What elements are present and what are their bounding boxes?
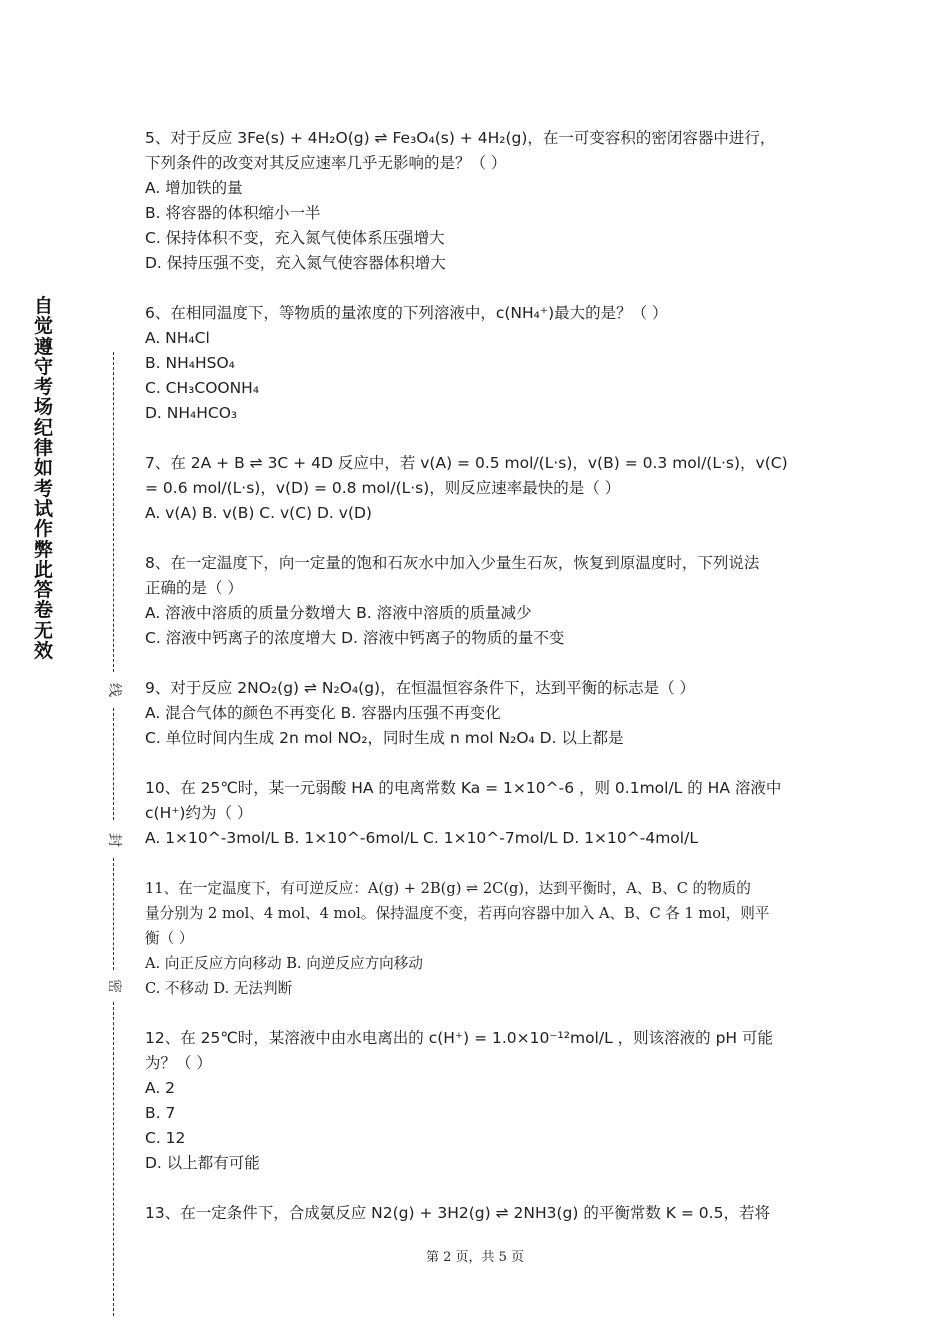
seal-dashed-line-bottom (113, 1002, 114, 1316)
question-8 (145, 551, 810, 651)
question-10 (145, 776, 810, 851)
seal-dashed-line-mid2 (113, 858, 114, 970)
answer-option: B. 将容器的体积缩小一半 (145, 204, 321, 222)
question-stem-line: 下列条件的改变对其反应速率几乎无影响的是？（ ） (145, 154, 507, 172)
question-list (145, 126, 810, 1251)
answer-option: A. 增加铁的量 (145, 179, 243, 197)
seal-dashed-line-top (113, 352, 114, 672)
answer-option: C. 12 (145, 1129, 186, 1147)
answer-option: A. 混合气体的颜色不再变化 B. 容器内压强不再变化 (145, 704, 501, 722)
question-11 (145, 876, 810, 1001)
answer-option: A. 向正反应方向移动 B. 向逆反应方向移动 (145, 955, 423, 972)
question-stem-line: 衡（ ） (145, 930, 194, 947)
question-6 (145, 301, 810, 426)
seal-label-close: 密 (106, 979, 122, 993)
answer-option: A. v(A) B. v(B) C. v(C) D. v(D) (145, 504, 372, 522)
question-stem-line: = 0.6 mol/(L·s)，v(D) = 0.8 mol/(L·s)，则反应速率最快的是（ ） (145, 479, 621, 497)
question-5 (145, 126, 810, 276)
answer-option: D. NH₄HCO₃ (145, 404, 238, 422)
answer-option: A. 2 (145, 1079, 176, 1097)
question-stem-line: 量分别为 2 mol、4 mol、4 mol。保持温度不变，若再向容器中加入 A、B、C 各 1 mol，则平 (145, 905, 770, 922)
answer-option: D. 保持压强不变，充入氮气使容器体积增大 (145, 254, 446, 272)
answer-option: D. 以上都有可能 (145, 1154, 260, 1172)
question-stem-line: 正确的是（ ） (145, 579, 243, 597)
question-9 (145, 676, 810, 751)
question-stem-line: 9、对于反应 2NO₂(g) ⇌ N₂O₄(g)，在恒温恒容条件下，达到平衡的标志是（ ） (145, 679, 696, 697)
answer-option: B. NH₄HSO₄ (145, 354, 235, 372)
question-stem-line: 11、在一定温度下，有可逆反应：A(g) + 2B(g) ⇌ 2C(g)，达到平衡时，A、B、C 的物质的 (145, 880, 751, 897)
seal-dashed-line-mid1 (113, 708, 114, 820)
answer-option: A. NH₄Cl (145, 329, 210, 347)
question-stem-line: 为？（ ） (145, 1054, 212, 1072)
answer-option: A. 溶液中溶质的质量分数增大 B. 溶液中溶质的质量减少 (145, 604, 532, 622)
question-stem-line: 12、在 25℃时，某溶液中由水电离出的 c(H⁺) = 1.0×10⁻¹²mol/L ，则该溶液的 pH 可能 (145, 1029, 773, 1047)
answer-option: C. 保持体积不变，充入氮气使体系压强增大 (145, 229, 445, 247)
question-stem-line: 10、在 25℃时，某一元弱酸 HA 的电离常数 Ka = 1×10^-6 ，则 0.1mol/L 的 HA 溶液中 (145, 779, 782, 797)
seal-label-line: 线 (106, 683, 122, 697)
answer-option: B. 7 (145, 1104, 176, 1122)
answer-option: C. CH₃COONH₄ (145, 379, 260, 397)
question-7 (145, 451, 810, 526)
question-stem-line: 8、在一定温度下，向一定量的饱和石灰水中加入少量生石灰，恢复到原温度时，下列说法 (145, 554, 760, 572)
question-stem-line: 5、对于反应 3Fe(s) + 4H₂O(g) ⇌ Fe₃O₄(s) + 4H₂(g)，在一可变容积的密闭容器中进行， (145, 129, 776, 147)
question-stem-line: 13、在一定条件下，合成氨反应 N2(g) + 3H2(g) ⇌ 2NH3(g) 的平衡常数 K = 0.5，若将 (145, 1204, 770, 1222)
exam-discipline-warning: 自觉遵守考场纪律如考试作弊此答卷无效 (34, 295, 54, 663)
question-12 (145, 1026, 810, 1176)
seal-label-seal: 封 (106, 833, 122, 847)
answer-option: C. 不移动 D. 无法判断 (145, 980, 293, 997)
answer-option: A. 1×10^-3mol/L B. 1×10^-6mol/L C. 1×10^-7mol/L D. 1×10^-4mol/L (145, 829, 698, 847)
question-stem-line: c(H⁺)约为（ ） (145, 804, 253, 822)
question-stem-line: 7、在 2A + B ⇌ 3C + 4D 反应中，若 v(A) = 0.5 mol/(L·s)，v(B) = 0.3 mol/(L·s)，v(C) (145, 454, 788, 472)
question-13 (145, 1201, 810, 1226)
answer-option: C. 溶液中钙离子的浓度增大 D. 溶液中钙离子的物质的量不变 (145, 629, 565, 647)
page-number: 第 2 页，共 5 页 (425, 1250, 525, 1265)
answer-option: C. 单位时间内生成 2n mol NO₂，同时生成 n mol N₂O₄ D. 以上都是 (145, 729, 624, 747)
question-stem-line: 6、在相同温度下，等物质的量浓度的下列溶液中，c(NH₄⁺)最大的是？（ ） (145, 304, 668, 322)
